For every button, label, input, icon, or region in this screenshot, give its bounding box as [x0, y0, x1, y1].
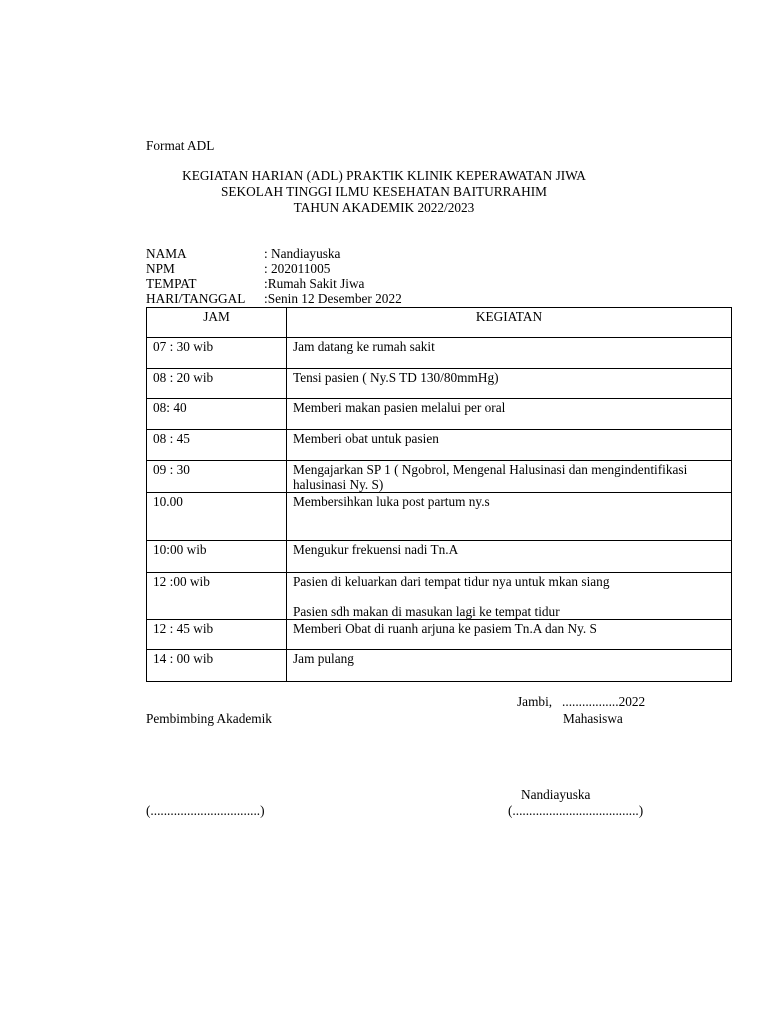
kegiatan-line: Pasien sdh makan di masukan lagi ke tempat tidur: [293, 604, 560, 619]
table-row: [147, 541, 732, 573]
activity-table: [146, 307, 732, 682]
kegiatan-cell: Tensi pasien ( Ny.S TD 130/80mmHg): [287, 369, 732, 399]
table-row: [147, 650, 732, 682]
header-title-line1: KEGIATAN HARIAN (ADL) PRAKTIK KLINIK KEPERAWATAN JIWA: [182, 168, 586, 183]
format-label: Format ADL: [146, 138, 215, 153]
kegiatan-cell: Memberi makan pasien melalui per oral: [287, 399, 732, 430]
mahasiswa-name: Nandiayuska: [521, 787, 591, 802]
line-gap: [293, 589, 725, 604]
mahasiswa-signature-blank: (......................................): [508, 803, 644, 818]
kegiatan-cell: Mengajarkan SP 1 ( Ngobrol, Mengenal Halusinasi dan mengindentifikasi halusinasi Ny. S): [287, 461, 732, 493]
jam-cell: 08: 40: [147, 399, 287, 430]
column-header-jam: JAM: [147, 308, 287, 338]
pembimbing-title: Pembimbing Akademik: [146, 711, 272, 726]
jam-cell: 10:00 wib: [147, 541, 287, 573]
tempat-value: :Rumah Sakit Jiwa: [264, 276, 365, 291]
jam-cell: 12 :00 wib: [147, 573, 287, 620]
kegiatan-cell: Jam pulang: [287, 650, 732, 682]
column-header-kegiatan: KEGIATAN: [287, 308, 732, 338]
jam-cell: 08 : 20 wib: [147, 369, 287, 399]
hari-tanggal-label: HARI/TANGGAL: [146, 291, 246, 306]
mahasiswa-title: Mahasiswa: [563, 711, 623, 726]
tempat-label: TEMPAT: [146, 276, 197, 291]
npm-label: NPM: [146, 261, 175, 276]
jam-cell: 10.00: [147, 493, 287, 541]
nama-value: : Nandiayuska: [264, 246, 341, 261]
table-row: [147, 461, 732, 493]
place-date: Jambi, .................2022: [517, 694, 646, 709]
jam-cell: 07 : 30 wib: [147, 338, 287, 369]
table-row: [147, 573, 732, 620]
kegiatan-cell: Membersihkan luka post partum ny.s: [287, 493, 732, 541]
table-row: [147, 369, 732, 399]
table-row: [147, 430, 732, 461]
table-row: [147, 338, 732, 369]
nama-label: NAMA: [146, 246, 187, 261]
kegiatan-cell: Jam datang ke rumah sakit: [287, 338, 732, 369]
pembimbing-signature-blank: (.................................): [146, 803, 265, 818]
table-row: [147, 399, 732, 430]
jam-cell: 14 : 00 wib: [147, 650, 287, 682]
table-row: [147, 620, 732, 650]
npm-value: : 202011005: [264, 261, 331, 276]
table-header-row: [147, 308, 732, 338]
kegiatan-cell-multi: [287, 573, 732, 620]
header-title-line2: SEKOLAH TINGGI ILMU KESEHATAN BAITURRAHIM: [221, 184, 547, 199]
header-title-line3: TAHUN AKADEMIK 2022/2023: [293, 200, 475, 215]
hari-tanggal-value: :Senin 12 Desember 2022: [264, 291, 402, 306]
kegiatan-line: Pasien di keluarkan dari tempat tidur nya untuk mkan siang: [293, 574, 610, 589]
kegiatan-cell: Mengukur frekuensi nadi Tn.A: [287, 541, 732, 573]
kegiatan-cell: Memberi Obat di ruanh arjuna ke pasiem Tn.A dan Ny. S: [287, 620, 732, 650]
kegiatan-cell: Memberi obat untuk pasien: [287, 430, 732, 461]
jam-cell: 08 : 45: [147, 430, 287, 461]
table-row: [147, 493, 732, 541]
jam-cell: 12 : 45 wib: [147, 620, 287, 650]
jam-cell: 09 : 30: [147, 461, 287, 493]
